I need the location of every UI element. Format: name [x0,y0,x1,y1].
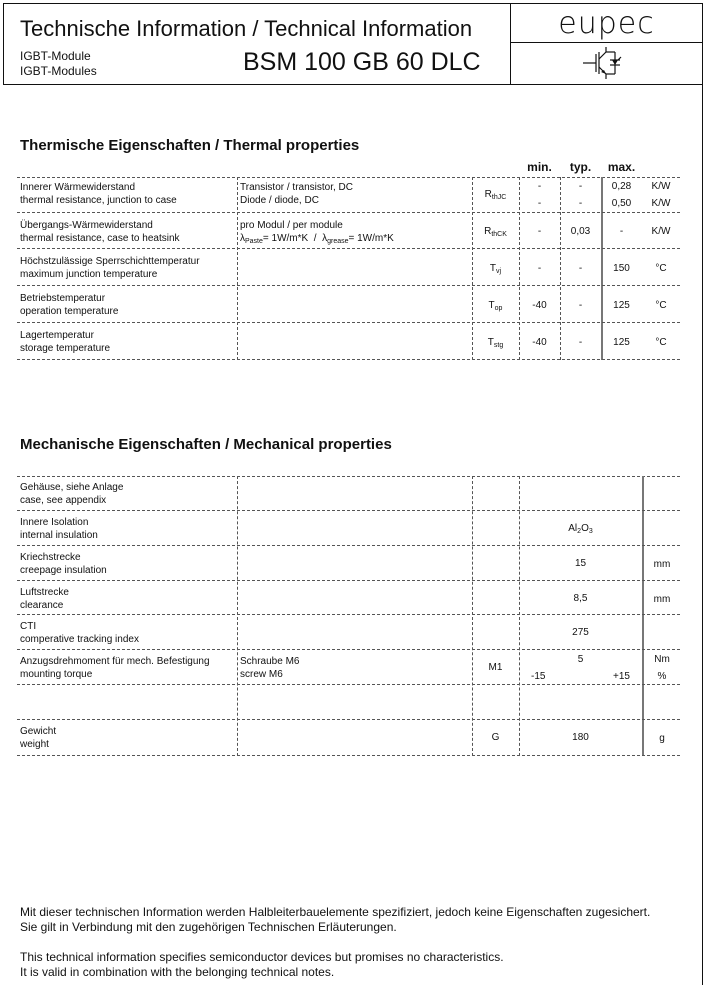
table-row [17,476,680,511]
label-de: Betriebstemperatur [20,293,106,304]
symbol-main: R [484,226,492,237]
symbol-sub: vj [496,268,502,275]
thermal-table [17,177,680,360]
disclaimer-de [20,905,650,935]
label-de: Gewicht [20,726,57,737]
label-de: Innere Isolation [20,517,89,528]
unit: °C [655,337,667,348]
condition: Diode / diode, DC [240,195,319,206]
col-header-min: min. [527,160,552,174]
label-en: internal insulation [20,530,98,541]
condition: Transistor / transistor, DC [240,182,353,193]
header-logo-divider [510,42,703,43]
table-row [17,213,680,249]
unit: Nm [654,654,670,665]
symbol [472,262,519,275]
label-en: thermal resistance, case to heatsink [20,233,180,244]
lambda-symbol: λ [240,233,245,244]
formula-sub: 3 [588,528,593,535]
max-value: 125 [613,337,630,348]
page-right-border [702,85,703,985]
disclaimer-de-line1: Mit dieser technischen Information werden Halbleiterbauelemente spezifiziert, jedoch keine Eigenschaften zugesichert. [20,905,651,919]
col-header-max: max. [607,160,636,174]
label-de: Übergangs-Wärmewiderstand [20,220,153,231]
table-row [17,581,680,615]
disclaimer-en-line1: This technical information specifies semiconductor devices but promises no characteristics. [20,950,504,964]
label-en: case, see appendix [20,495,107,506]
table-row-empty [17,685,680,720]
table-row [17,511,680,546]
symbol [472,336,519,349]
label-en: operation temperature [20,306,119,317]
lambda-value: = 1W/m*K [348,233,394,244]
symbol-main: T [488,300,495,311]
label-de: Innerer Wärmewiderstand [20,182,136,193]
symbol [472,188,519,201]
max-value: - [619,226,624,237]
label-de: Anzugsdrehmoment für mech. Befestigung [20,656,210,667]
igbt-symbol-icon [583,45,625,86]
symbol-sub: op [494,305,503,312]
symbol-sub: stg [493,342,504,349]
document-title: Technische Information / Technical Information [20,16,473,41]
tolerance-min: -15 [531,671,546,682]
disclaimer-en-line2: It is valid in combination with the belonging technical notes. [20,965,335,979]
condition: Schraube M6 [240,656,300,667]
label-en: thermal resistance, junction to case [20,195,177,206]
unit: °C [655,300,667,311]
formula-part: O [581,523,589,534]
symbol [472,299,519,312]
part-number: BSM 100 GB 60 DLC [243,48,481,76]
symbol-main: T [489,263,497,274]
thermal-section-title: Thermische Eigenschaften / Thermal properties [20,137,360,154]
symbol: G [491,732,500,743]
table-row [17,720,680,756]
symbol-main: R [484,189,492,200]
max-value: 125 [613,300,630,311]
eupec-logo: eupec [558,6,655,41]
symbol-sub: thCK [491,231,507,238]
tolerance-max: +15 [613,671,630,682]
label-en: maximum junction temperature [20,269,158,280]
min-value: - [537,226,542,237]
unit: % [657,671,667,682]
label-en: creepage insulation [20,565,107,576]
table-row [17,286,680,323]
max-value: 150 [613,263,630,274]
label-de: Luftstrecke [20,587,69,598]
unit: mm [653,594,671,605]
condition: pro Modul / per module [240,220,343,231]
table-row [17,249,680,286]
disclaimer-de-line2: Sie gilt in Verbindung mit den zugehörigen Technischen Erläuterungen. [20,920,397,934]
typ-value: - [578,198,583,209]
min-value: -40 [532,300,547,311]
typ-value: - [578,337,583,348]
formula-sub: 2 [577,528,582,535]
label-en: comperative tracking index [20,634,139,645]
typ-value: - [578,263,583,274]
value: 180 [572,732,589,743]
mechanical-section-title: Mechanische Eigenschaften / Mechanical properties [20,436,392,453]
label-de: Kriechstrecke [20,552,81,563]
min-value: - [537,181,542,192]
lambda-sub: Paste [245,238,263,245]
formula-part: Al [568,523,578,534]
unit: g [659,733,665,744]
table-row [17,615,680,650]
symbol: M1 [488,662,503,673]
mechanical-table [17,476,680,756]
lambda-sub: grease [327,238,349,245]
value: 275 [572,627,589,638]
label-de: CTI [20,621,37,632]
max-value: 0,28 [611,181,632,192]
table-row [17,546,680,581]
table-row [17,650,680,685]
unit: mm [653,559,671,570]
unit: K/W [651,226,671,237]
product-type-en: IGBT-Modules [20,64,97,78]
label-de: Lagertemperatur [20,330,94,341]
table-row [17,323,680,360]
value: 15 [574,558,587,569]
label-de: Gehäuse, siehe Anlage [20,482,124,493]
value: 5 [577,654,584,665]
label-de: Höchstzulässige Sperrschichttemperatur [20,256,200,267]
label-en: mounting torque [20,669,93,680]
insulation-material [519,522,642,535]
typ-value: - [578,300,583,311]
condition-lambda [240,232,394,245]
max-value: 0,50 [611,198,632,209]
label-en: clearance [20,600,64,611]
condition: screw M6 [240,669,283,680]
unit: K/W [651,181,671,192]
label-en: storage temperature [20,343,111,354]
value: 8,5 [573,593,588,604]
typ-value: - [578,181,583,192]
disclaimer-en [20,950,504,980]
symbol-sub: thJC [491,194,507,201]
min-value: - [537,198,542,209]
product-type-de: IGBT-Module [20,49,91,63]
unit: K/W [651,198,671,209]
symbol-main: T [487,337,494,348]
min-value: - [537,263,542,274]
table-row [17,177,680,213]
col-header-typ: typ. [569,160,592,174]
unit: °C [655,263,667,274]
min-value: -40 [532,337,547,348]
symbol [472,225,519,238]
label-en: weight [20,739,49,750]
lambda-value: = 1W/m*K / λ [262,233,328,244]
typ-value: 0,03 [570,226,591,237]
